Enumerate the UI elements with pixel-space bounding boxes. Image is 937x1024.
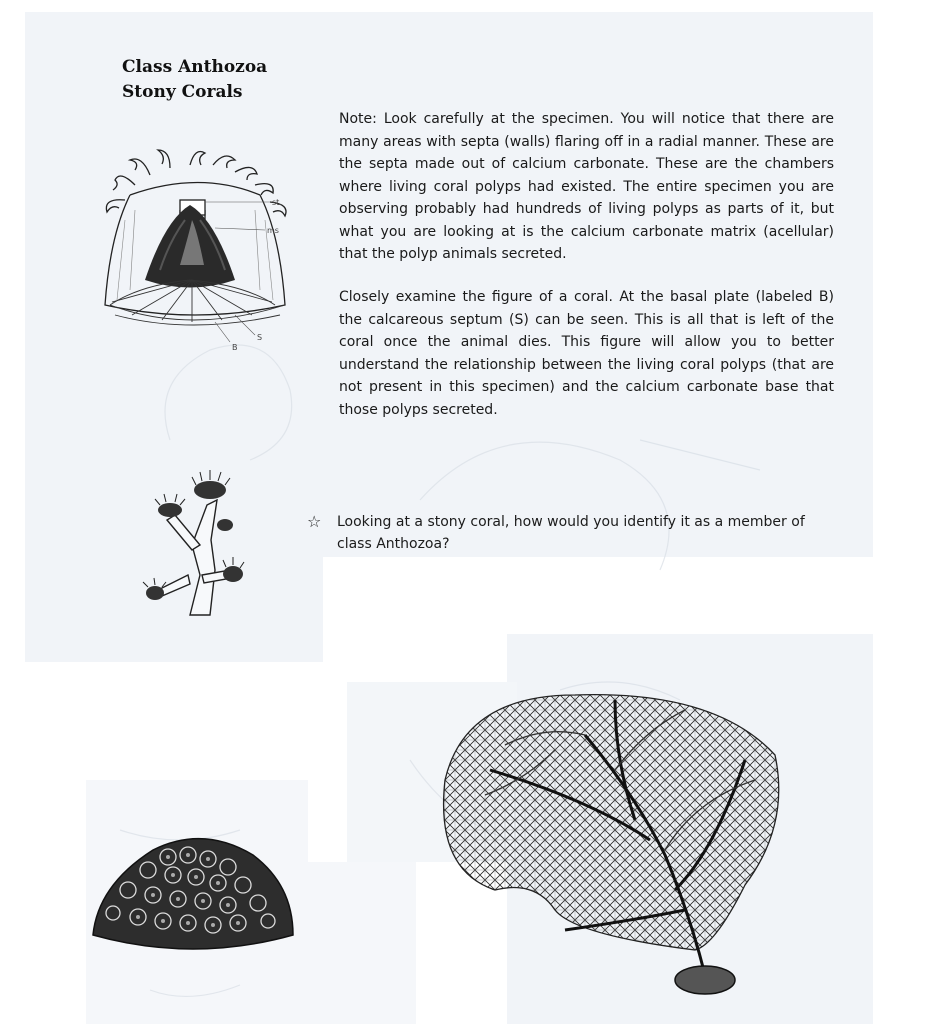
note-paragraph: Note: Look carefully at the specimen. You will notice that there are many areas with septa (walls) flaring off in a radial manner. These are the septa made out of calcium carbonate. These are the chambers where living coral polyps had existed. The entire specimen you are observing probably had hundreds of living polyps as parts of it, but what you are looking at is the calcium carbonate matrix (acellular) that the polyp animals secreted. — [339, 111, 834, 262]
coral-polyp-diagram — [95, 140, 305, 355]
heading-class: Class Anthozoa — [122, 57, 268, 77]
figure-explanation-paragraph: Closely examine the figure of a coral. At the basal plate (labeled B) the calcareous septum (S) can be seen. This is all that is left of the coral once the animal dies. This figure will allow you to better understand the relationship between the living coral polyps (that are not present in this specimen) and the calcium carbonate base that those polyps secreted. — [339, 289, 834, 418]
label-ms: ms — [267, 226, 279, 235]
massive-coral-illustration — [88, 835, 298, 960]
label-st: st. — [272, 198, 282, 207]
label-s: S — [257, 333, 263, 342]
star-icon: ☆ — [307, 512, 322, 531]
label-b: B — [232, 343, 238, 352]
section-heading — [122, 55, 267, 105]
heading-subtitle: Stony Corals — [122, 82, 243, 102]
sea-fan-illustration — [435, 690, 785, 1000]
question-text: Looking at a stony coral, how would you identify it as a member of class Anthozoa? — [337, 514, 805, 552]
branching-coral-illustration — [130, 465, 260, 620]
